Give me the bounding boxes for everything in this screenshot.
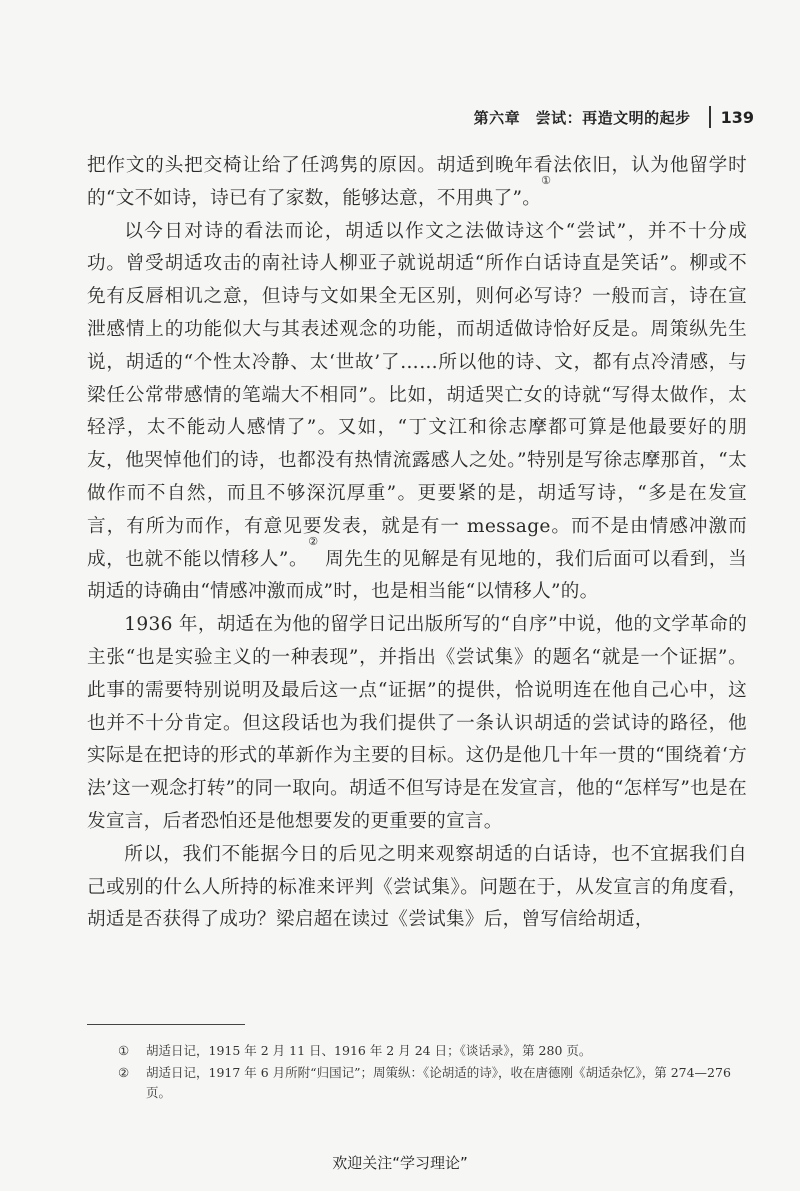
footnote-text: 胡适日记，1915 年 2 月 11 日、1916 年 2 月 24 日；《谈话录》，第 280 页。 xyxy=(146,1043,592,1058)
paragraph-4 xyxy=(87,839,747,937)
footnote-mark: ① xyxy=(118,1043,130,1058)
body-text xyxy=(87,150,747,937)
footnote-item xyxy=(118,1063,758,1103)
paragraph-text: 以今日对诗的看法而论，胡适以作文之法做诗这个“尝试”，并不十分成功。曾受胡适攻击的南社诗人柳亚子就说胡适“所作白话诗直是笑话”。柳或不免有反唇相讥之意，但诗与文如果全无区别，则何必写诗？一般而言，诗在宣泄感情上的功能似大与其表述观念的功能，而胡适做诗恰好反是。周策纵先生说，胡适的“个性太冷静、太‘世故’了……所以他的诗、文，都有点冷清感，与梁任公常带感情的笔端大不相同”。比如，胡适哭亡女的诗就“写得太做作，太轻浮，太不能动人感情了”。又如，“丁文江和徐志摩都可算是他最要好的朋友，他哭悼他们的诗，也都没有热情流露感人之处。”特别是写徐志摩那首，“太做作而不自然，而且不够深沉厚重”。更要紧的是，胡适写诗，“多是在发宣言，有所为而作，有意见要发表，就是有一 message。而不是由情感冲激而成，也就不能以情移人”。 xyxy=(87,220,747,570)
paragraph-text: 把作文的头把交椅让给了任鸿隽的原因。胡适到晚年看法依旧，认为他留学时的“文不如诗，诗已有了家数，能够达意，不用典了”。 xyxy=(87,155,747,209)
running-header xyxy=(474,104,754,130)
footnote-divider xyxy=(87,1024,245,1025)
footnote-text: 胡适日记，1917 年 6 月所附“归国记”；周策纵：《论胡适的诗》，收在唐德刚《胡适杂忆》，第 274—276 页。 xyxy=(146,1065,731,1100)
paragraph-3 xyxy=(87,609,747,839)
paragraph-2 xyxy=(87,216,747,610)
footnote-mark: ② xyxy=(118,1065,130,1080)
page-number: 139 xyxy=(720,107,754,127)
chapter-title: 第六章 尝试：再造文明的起步 xyxy=(473,108,691,127)
footnote-item xyxy=(118,1041,758,1061)
footnote-ref[interactable]: ② xyxy=(308,534,319,548)
watermark-text: 欢迎关注“学习理论” xyxy=(332,1154,468,1172)
footnotes xyxy=(118,1041,758,1105)
footnote-ref[interactable]: ① xyxy=(541,173,552,187)
paragraph-1 xyxy=(87,150,747,216)
paragraph-text: 1936 年，胡适在为他的留学日记出版所写的“自序”中说，他的文学革命的主张“也是实验主义的一种表现”，并指出《尝试集》的题名“就是一个证据”。此事的需要特别说明及最后这一点“证据”的提供，恰说明连在他自己心中，这也并不十分肯定。但这段话也为我们提供了一条认识胡适的尝试诗的路径，他实际是在把诗的形式的革新作为主要的目标。这仍是他几十年一贯的“围绕着‘方法’这一观念打转”的同一取向。胡适不但写诗是在发宣言，他的“怎样写”也是在发宣言，后者恐怕还是他想要发的更重要的宣言。 xyxy=(87,614,747,832)
paragraph-text: 所以，我们不能据今日的后见之明来观察胡适的白话诗，也不宜据我们自己或别的什么人所持的标准来评判《尝试集》。问题在于，从发宣言的角度看，胡适是否获得了成功？梁启超在读过《尝试集》后，曾写信给胡适， xyxy=(87,843,747,931)
paragraph-text-tail: 周先生的见解是有见地的，我们后面可以看到，当胡适的诗确由“情感冲激而成”时，也是相当能“以情移人”的。 xyxy=(87,548,748,603)
header-divider xyxy=(709,106,711,128)
